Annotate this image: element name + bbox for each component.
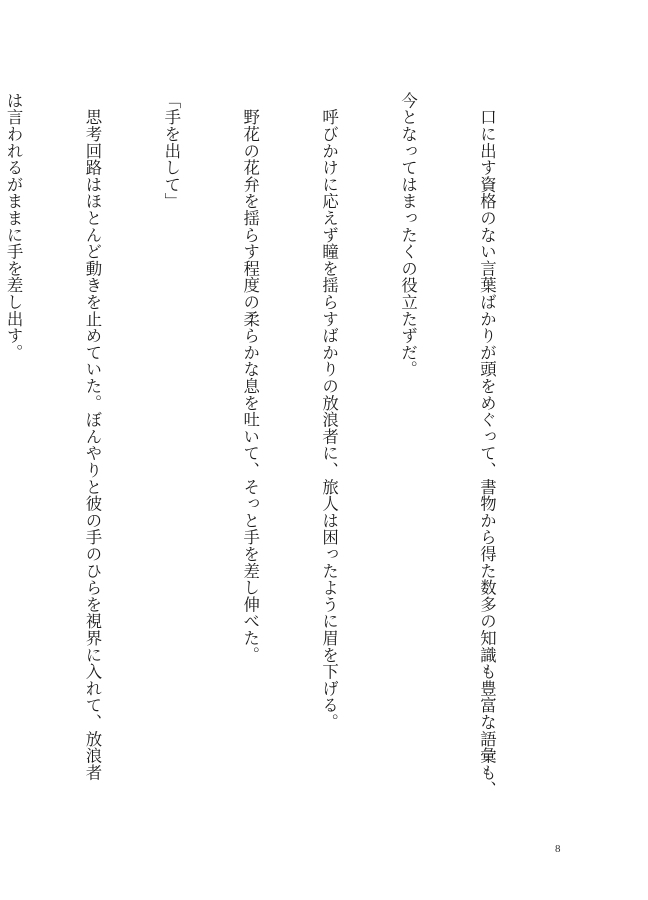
text-line: 口に出す資格のない言葉ばかりが頭をめぐって、書物から得た数多の知識も豊富な語彙も、 [477, 92, 497, 798]
vertical-text-body [0, 92, 552, 798]
text-line: 「手を出して」 [161, 92, 181, 210]
text-line: 呼びかけに応えず瞳を揺らすばかりの放浪者に、旅人は困ったように眉を下げる。 [319, 92, 339, 731]
text-line: 野花の花弁を揺らす程度の柔らかな息を吐いて、そっと手を差し伸べた。 [240, 92, 260, 664]
text-line: は言われるがままに手を差し出す。 [4, 92, 24, 361]
text-line: 今となってはまったくの役立たずだ。 [398, 92, 418, 378]
text-line: 思考回路はほとんど動きを止めていた。ぼんやりと彼の手のひらを視界に入れて、放浪者 [82, 92, 102, 781]
page-number: 8 [555, 843, 561, 855]
